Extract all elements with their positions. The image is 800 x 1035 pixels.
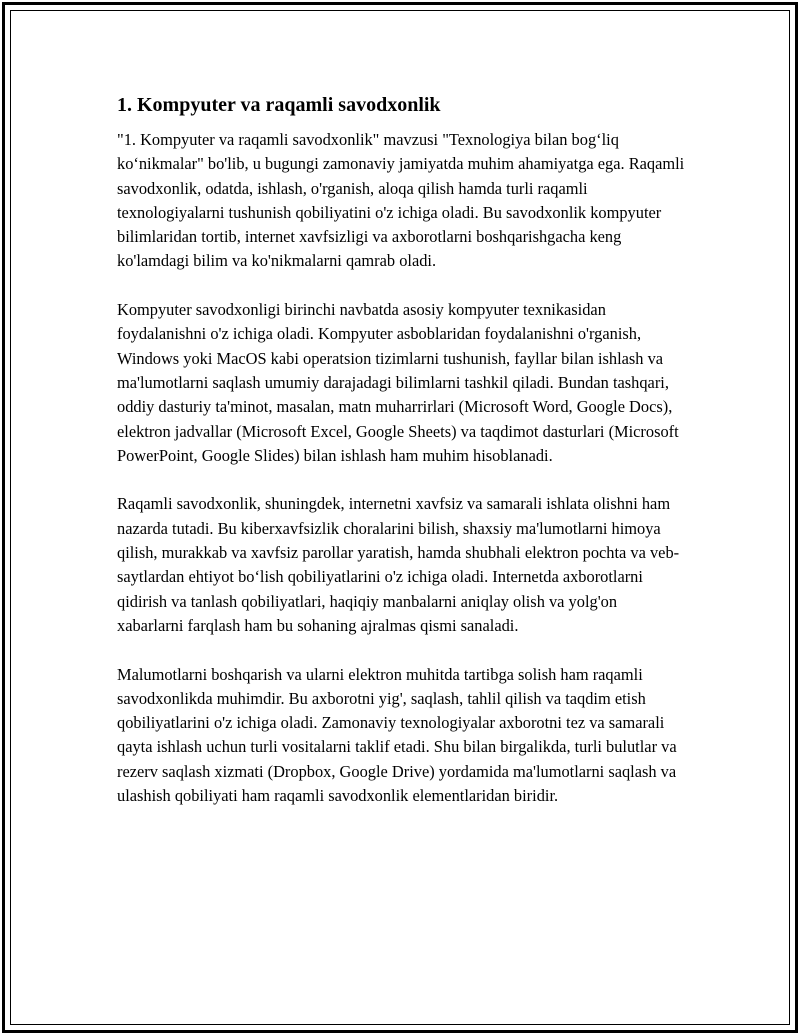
document-body [117,93,687,833]
paragraph-intro: "1. Kompyuter va raqamli savodxonlik" mavzusi "Texnologiya bilan bog‘liq ko‘nikmalar" bo'lib, u bugungi zamonaviy jamiyatda muhim ahamiyatga ega. Raqamli savodxonlik, odatda, ishlash, o'rganish, aloqa qilish hamda turli raqamli texnologiyalarni tushunish qobiliyatini o'z ichiga oladi. Bu savodxonlik kompyuter bilimlaridan tortib, internet xavfsizligi va axborotlarni boshqarishgacha keng ko'lamdagi bilim va ko'nikmalarni qamrab oladi. [117,130,685,271]
paragraph-internet-safety: Raqamli savodxonlik, shuningdek, internetni xavfsiz va samarali ishlata olishni ham nazarda tutadi. Bu kiberxavfsizlik choralarini bilish, shaxsiy ma'lumotlarni himoya qilish, murakkab va xavfsiz parollar yaratish, hamda shubhali elektron pochta va veb-saytlardan ehtiyot boʻlish qobiliyatlarini o'z ichiga oladi. Internetda axborotlarni qidirish va tanlash qobiliyatlari, haqiqiy manbalarni aniqlay olish va yolg'on xabarlarni farqlash ham bu sohaning ajralmas qismi sanaladi. [117,494,680,635]
section-heading: 1. Kompyuter va raqamli savodxonlik [117,94,441,116]
paragraph-computer-literacy: Kompyuter savodxonligi birinchi navbatda asosiy kompyuter texnikasidan foydalanishni o'z ichiga oladi. Kompyuter asboblaridan foydalanishni o'rganish, Windows yoki MacOS kabi operatsion tizimlarni tushunish, fayllar bilan ishlash va ma'lumotlarni saqlash umumiy darajadagi bilimlarni tashkil qiladi. Bundan tashqari, oddiy dasturiy ta'minot, masalan, matn muharrirlari (Microsoft Word, Google Docs), elektron jadvallar (Microsoft Excel, Google Sheets) va taqdimot dasturlari (Microsoft PowerPoint, Google Slides) bilan ishlash ham muhim hisoblanadi. [117,300,679,465]
paragraph-data-management: Malumotlarni boshqarish va ularni elektron muhitda tartibga solish ham raqamli savodxonlikda muhimdir. Bu axborotni yig', saqlash, tahlil qilish va taqdim etish qobiliyatlarini o'z ichiga oladi. Zamonaviy texnologiyalar axborotni tez va samarali qayta ishlash uchun turli vositalarni taklif etadi. Shu bilan birgalikda, turli bulutlar va rezerv saqlash xizmati (Dropbox, Google Drive) yordamida ma'lumotlarni saqlash va ulashish qobiliyati ham raqamli savodxonlik elementlaridan biridir. [117,664,677,806]
